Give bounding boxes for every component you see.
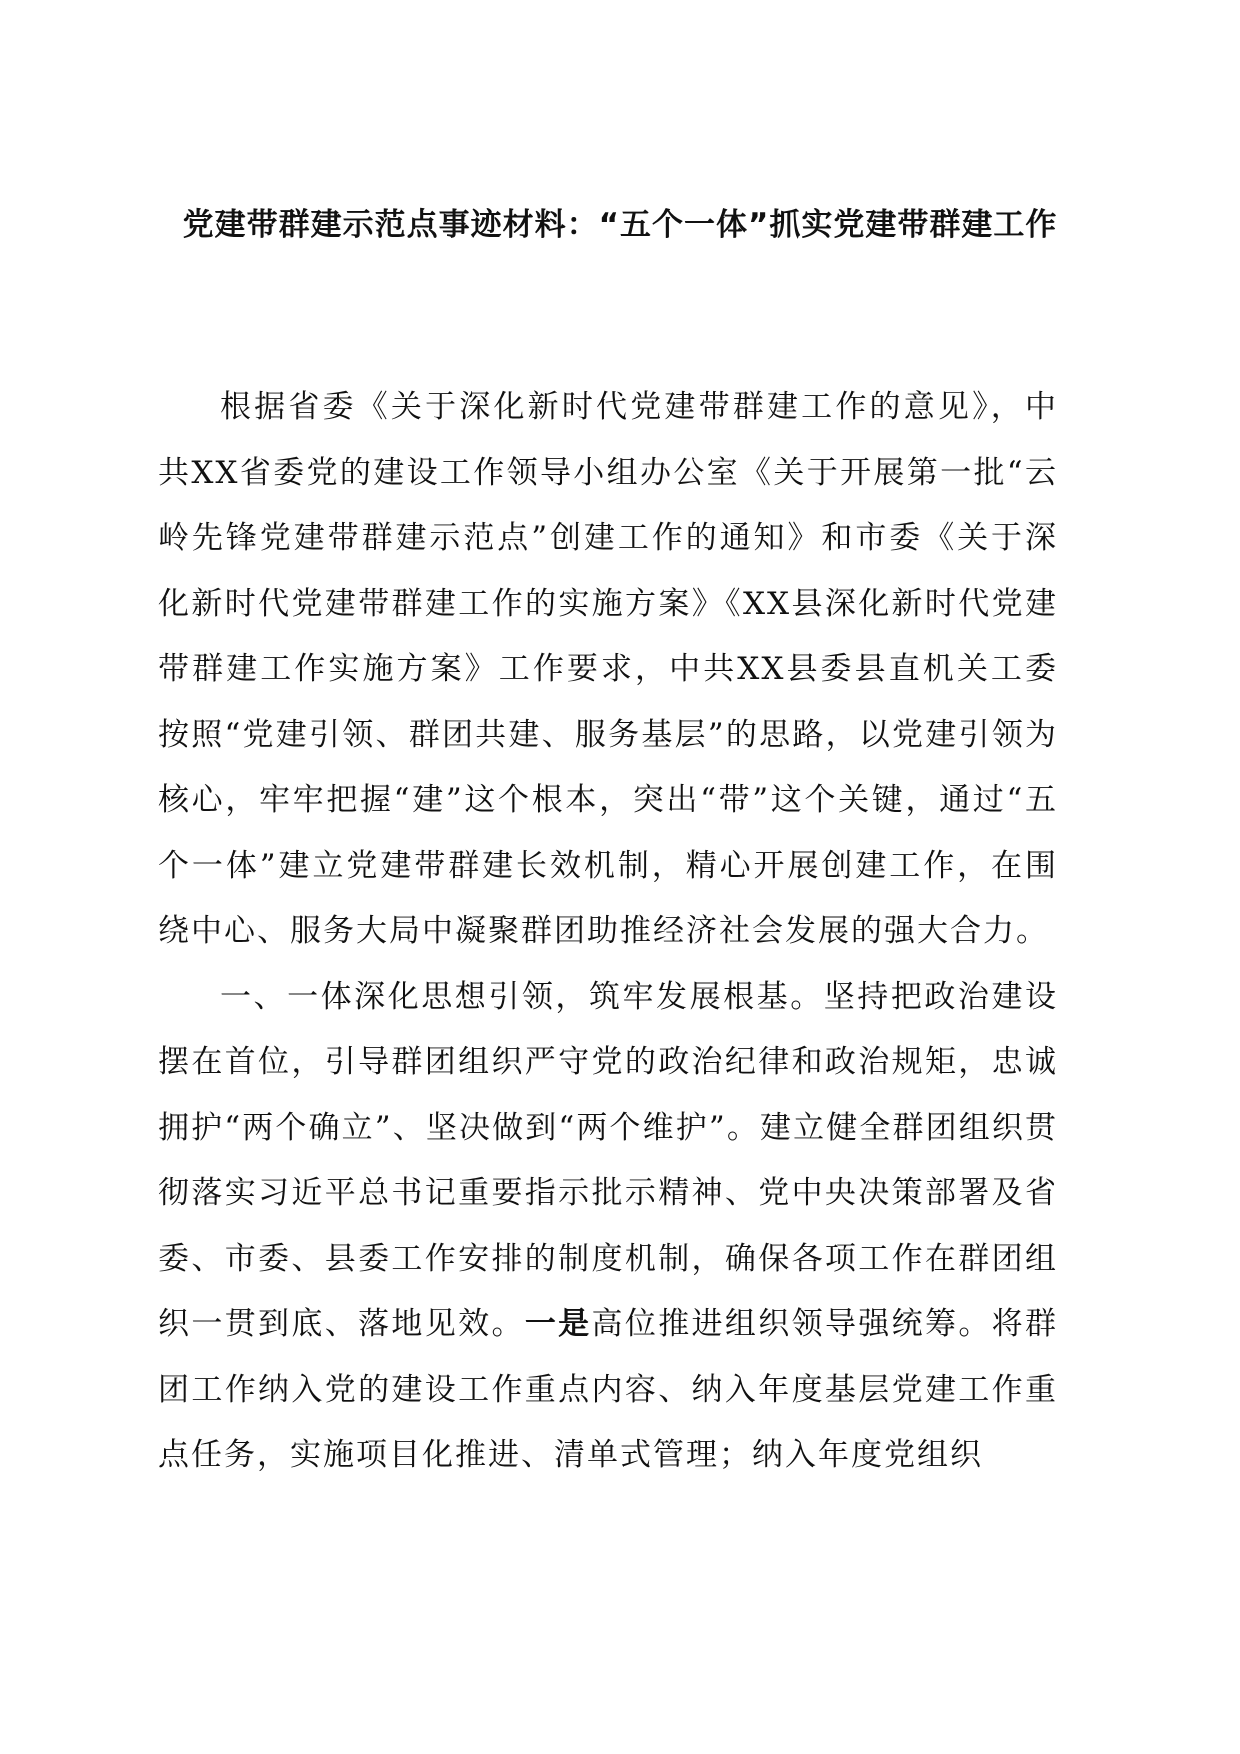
paragraph-intro: 根据省委《关于深化新时代党建带群建工作的意见》，中共XX省委党的建设工作领导小组办公室《关于开展第一批“云岭先锋党建带群建示范点”创建工作的通知》和市委《关于深化新时代党建带群建工作的实施方案》《XX县深化新时代党建带群建工作实施方案》工作要求，中共XX县委县直机关工委按照“党建引领、群团共建、服务基层”的思路，以党建引领为核心，牢牢把握“建”这个根本，突出“带”这个关键，通过“五个一体”建立党建带群建长效机制，精心开展创建工作，在围绕中心、服务大局中凝聚群团助推经济社会发展的强大合力。 [158,389,1058,949]
paragraph-section-one [158,965,1058,1489]
section-one-bold-lead: 一是 [524,1306,592,1342]
section-one-text: 一、一体深化思想引领，筑牢发展根基。坚持把政治建设摆在首位，引导群团组织严守党的政治纪律和政治规矩，忠诚拥护“两个确立”、坚决做到“两个维护”。建立健全群团组织贯彻落实习近平总书记重要指示批示精神、党中央决策部署及省委、市委、县委工作安排的制度机制，确保各项工作在群团组织一贯到底、落地见效。 [158,978,1058,1342]
document-title: 党建带群建示范点事迹材料：“五个一体”抓实党建带群建工作 [182,207,1058,243]
document-body [158,375,1058,1489]
section-one-continuation: 高位推进组织领导强统筹。将群团工作纳入党的建设工作重点内容、纳入年度基层党建工作重点任务，实施项目化推进、清单式管理；纳入年度党组织 [158,1306,1059,1473]
